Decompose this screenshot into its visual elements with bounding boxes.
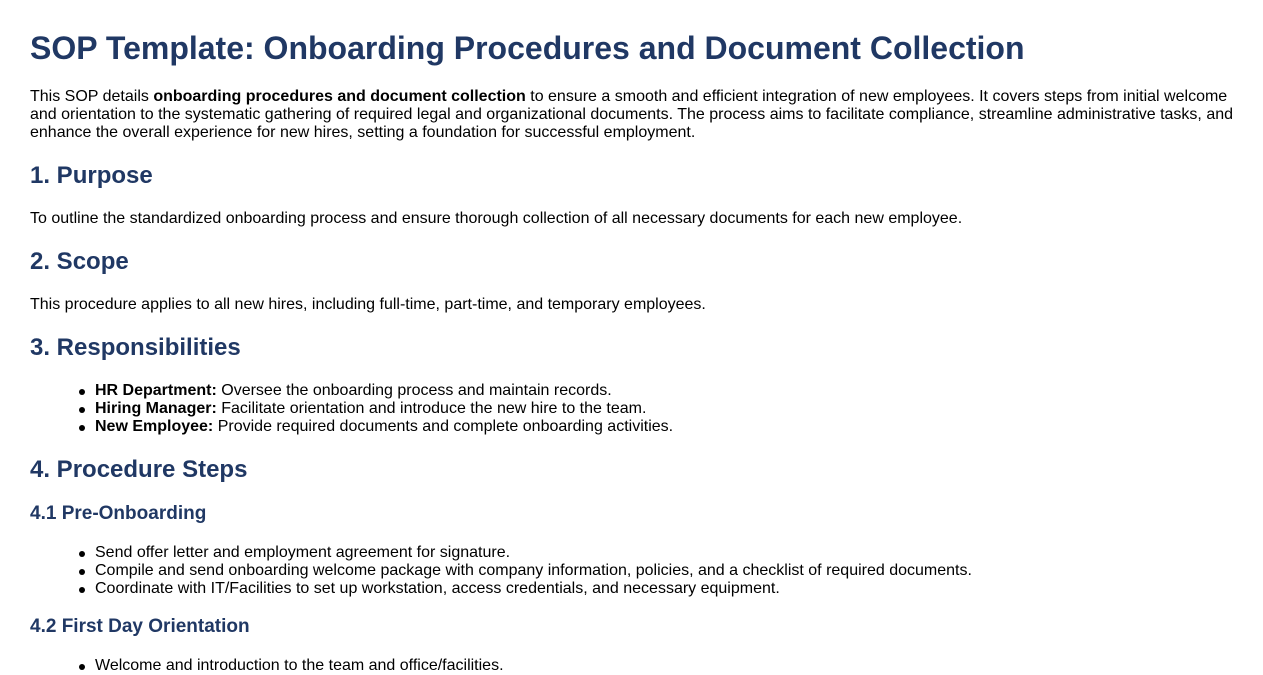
list-item: Compile and send onboarding welcome package with company information, policies, and a checklist of required documents. <box>95 562 972 579</box>
scope-text: This procedure applies to all new hires, including full-time, part-time, and temporary employees. <box>30 296 706 313</box>
intro-paragraph <box>30 88 1240 142</box>
list-item: Send offer letter and employment agreement for signature. <box>95 544 972 562</box>
intro-suffix: to ensure a smooth and efficient integration of new employees. It covers steps from initial welcome and orientation to the systematic gathering of required legal and organizational documents. The process aims to facilitate compliance, streamline administrative tasks, and enhance the overall experience for new hires, setting a foundation for successful employment. <box>30 88 1234 141</box>
intro-prefix: This SOP details <box>30 88 154 105</box>
role-label: New Employee: <box>95 418 214 435</box>
purpose-heading: 1. Purpose <box>30 162 153 189</box>
scope-heading: 2. Scope <box>30 248 129 275</box>
procedure-heading: 4. Procedure Steps <box>30 456 248 483</box>
first-day-list <box>95 657 504 675</box>
role-text: Provide required documents and complete onboarding activities. <box>213 418 674 435</box>
pre-onboarding-list <box>95 544 972 598</box>
list-item: Welcome and introduction to the team and office/facilities. <box>95 657 504 674</box>
role-text: Oversee the onboarding process and maintain records. <box>216 382 612 399</box>
list-item <box>95 382 673 400</box>
pre-onboarding-heading: 4.1 Pre-Onboarding <box>30 503 207 524</box>
list-item <box>95 418 673 436</box>
role-label: Hiring Manager: <box>95 400 217 417</box>
role-label: HR Department: <box>95 382 217 399</box>
intro-bold: onboarding procedures and document collection <box>153 88 526 105</box>
responsibilities-list <box>95 382 673 436</box>
list-item: Coordinate with IT/Facilities to set up workstation, access credentials, and necessary equipment. <box>95 580 972 598</box>
list-item <box>95 400 673 418</box>
first-day-heading: 4.2 First Day Orientation <box>30 616 250 637</box>
responsibilities-heading: 3. Responsibilities <box>30 334 241 361</box>
purpose-text: To outline the standardized onboarding process and ensure thorough collection of all necessary documents for each new employee. <box>30 210 963 227</box>
role-text: Facilitate orientation and introduce the new hire to the team. <box>216 400 647 417</box>
page-title: SOP Template: Onboarding Procedures and Document Collection <box>30 30 1025 66</box>
